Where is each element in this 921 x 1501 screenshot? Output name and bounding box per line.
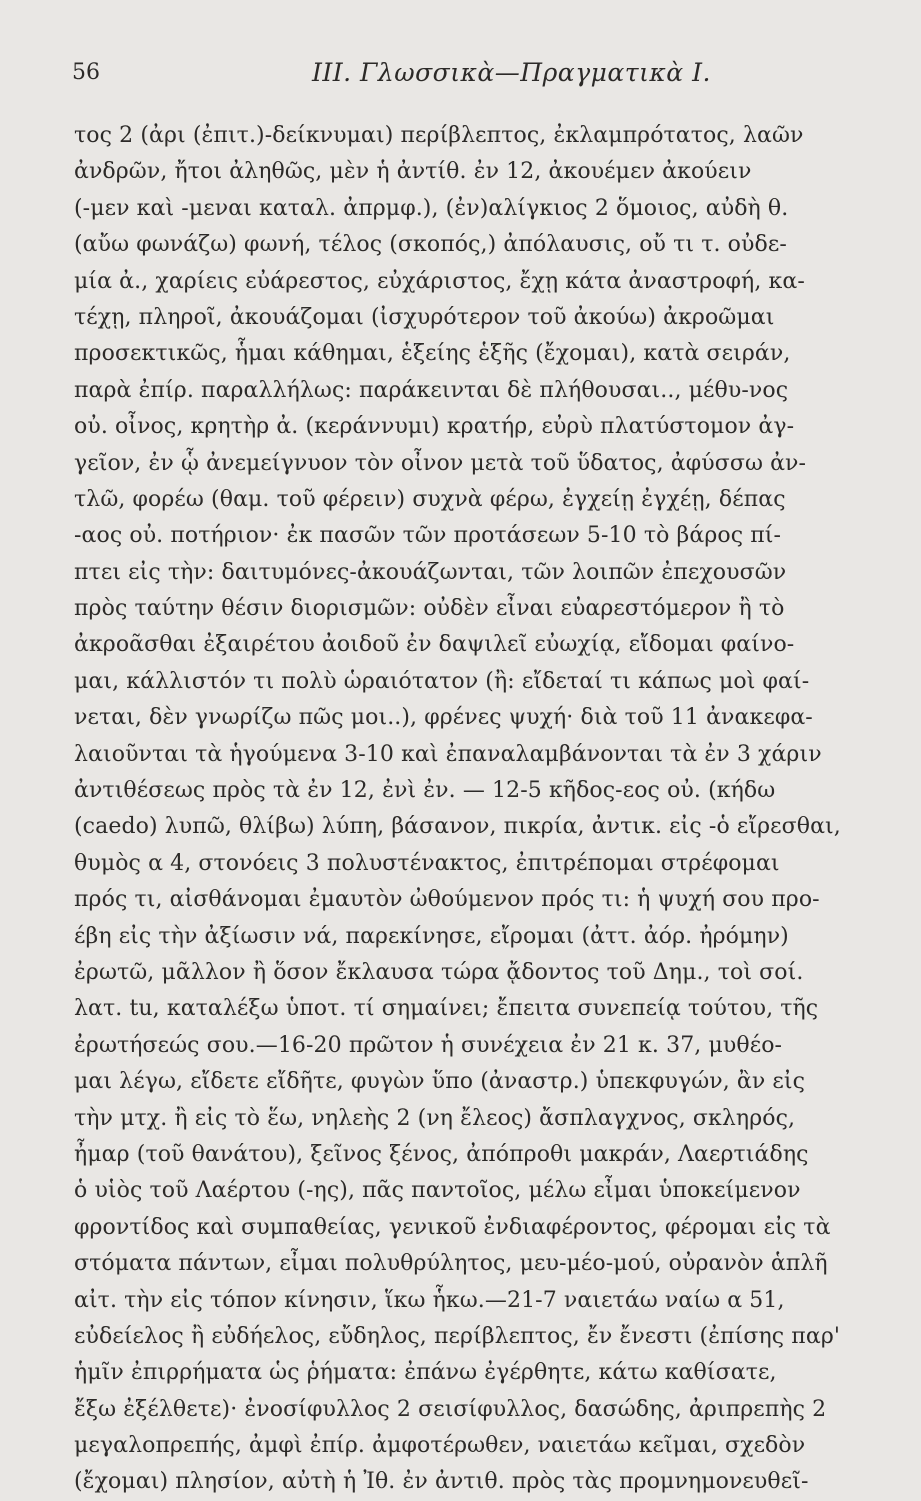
page-number: 56 [72, 60, 100, 85]
text-line: ἀντιθέσεως πρὸς τὰ ἐν 12, ἐνὶ ἐν. — 12-5 κῆδος-εος οὐ. (κήδω [74, 778, 776, 804]
text-line: ἐρωτῶ, μᾶλλον ἢ ὅσον ἔκλαυσα τώρα ᾄδοντος τοῦ Δημ., τοὶ σοί. [74, 959, 804, 985]
text-line: (ἔχομαι) πλησίον, αὐτὴ ἡ Ἰθ. ἐν ἀντιθ. πρὸς τὰς προμνημονευθεῖ- [74, 1469, 809, 1495]
text-line: οὐ. οἶνος, κρητὴρ ἀ. (κεράννυμι) κρατήρ, εὐρὺ πλατύστομον ἀγ- [74, 414, 795, 440]
text-line: ἀκροᾶσθαι ἐξαιρέτου ἀοιδοῦ ἐν δαψιλεῖ εὐωχίᾳ, εἴδομαι φαίνο- [74, 632, 795, 658]
text-line: αἰτ. τὴν εἰς τόπον κίνησιν, ἵκω ἧκω.—21-7 ναιετάω ναίω α 51, [74, 1287, 785, 1313]
text-line: μεγαλοπρεπής, ἀμφὶ ἐπίρ. ἀμφοτέρωθεν, ναιετάω κεῖμαι, σχεδὸν [74, 1433, 806, 1459]
text-line: ἡμῖν ἐπιρρήματα ὡς ῥήματα: ἐπάνω ἐγέρθητε, κάτω καθίσατε, [74, 1360, 777, 1386]
text-line: (caedo) λυπῶ, θλίβω) λύπη, βάσανον, πικρία, ἀντικ. εἰς -ὁ εἴρεσθαι, [74, 814, 841, 840]
text-line: εὐδείελος ἢ εὐδήελος, εὔδηλος, περίβλεπτος, ἔν ἔνεστι (ἐπίσης παρ' [74, 1323, 840, 1349]
text-line: λατ. tu, καταλέξω ὑποτ. τί σημαίνει; ἔπειτα συνεπείᾳ τούτου, τῆς [74, 996, 819, 1022]
text-line: -αος οὐ. ποτήριον· ἐκ πασῶν τῶν προτάσεων 5-10 τὸ βάρος πί- [74, 523, 782, 549]
text-line: έβη εἰς τὴν ἀξίωσιν νά, παρεκίνησε, εἴρομαι (ἀττ. ἀόρ. ἠρόμην) [74, 923, 789, 949]
running-title: III. Γλωσσικὰ—Πραγματικὰ Ι. [312, 58, 711, 87]
text-line: (-μεν καὶ -μεναι καταλ. ἀπρμφ.), (ἐν)αλίγκιος 2 ὅμοιος, αὐδὴ θ. [74, 195, 789, 221]
text-line: τέχῃ, πληροῖ, ἀκουάζομαι (ἰσχυρότερον τοῦ ἀκούω) ἀκροῶμαι [74, 304, 775, 330]
text-line: τὴν μτχ. ἢ εἰς τὸ ἕω, νηλεὴς 2 (νη ἔλεος) ἄσπλαγχνος, σκληρός, [74, 1105, 796, 1131]
text-line: γεῖον, ἐν ᾧ ἀνεμείγνυον τὸν οἶνον μετὰ τοῦ ὕδατος, ἀφύσσω ἀν- [74, 450, 807, 476]
commentary-text [74, 118, 850, 1501]
text-line: ἦμαρ (τοῦ θανάτου), ξεῖνος ξένος, ἀπόπροθι μακράν, Λαερτιάδης [74, 1141, 809, 1167]
text-line: ἐρωτήσεώς σου.—16-20 πρῶτον ἡ συνέχεια ἐν 21 κ. 37, μυθέο- [74, 1032, 783, 1058]
text-line: πτει εἰς τὴν: δαιτυμόνες-ἀκουάζωνται, τῶν λοιπῶν ἐπεχουσῶν [74, 559, 787, 585]
text-line: ἀνδρῶν, ἤτοι ἀληθῶς, μὲν ἡ ἀντίθ. ἐν 12, ἀκουέμεν ἀκούειν [74, 159, 752, 185]
text-line: τλῶ, φορέω (θαμ. τοῦ φέρειν) συχνὰ φέρω, ἐγχείῃ ἐγχέῃ, δέπας [74, 486, 786, 512]
text-line: ὁ υἱὸς τοῦ Λαέρτου (-ης), πᾶς παντοῖος, μέλω εἶμαι ὑποκείμενον [74, 1178, 801, 1204]
text-line: ἔξω ἐξέλθετε)· ἐνοσίφυλλος 2 σεισίφυλλος, δασώδης, ἀριπρεπὴς 2 [74, 1396, 827, 1422]
text-line: μαι, κάλλιστόν τι πολὺ ὡραιότατον (ἢ: εἴδεταί τι κάπως μοὶ φαί- [74, 668, 810, 694]
text-line: στόματα πάντων, εἶμαι πολυθρύλητος, μευ-μέο-μού, οὐρανὸν ἁπλῆ [74, 1251, 828, 1277]
text-line: πρός τι, αἰσθάνομαι ἐμαυτὸν ὠθούμενον πρός τι: ἡ ψυχή σου προ- [74, 887, 820, 913]
text-line: φροντίδος καὶ συμπαθείας, γενικοῦ ἐνδιαφέροντος, φέρομαι εἰς τὰ [74, 1214, 831, 1240]
text-line: τος 2 (ἀρι (ἐπιτ.)-δείκνυμαι) περίβλεπτος, ἐκλαμπρότατος, λαῶν [74, 123, 804, 148]
text-line: λαιοῦνται τὰ ἡγούμενα 3-10 καὶ ἐπαναλαμβάνονται τὰ ἐν 3 χάριν [74, 741, 822, 767]
text-line: μαι λέγω, εἴδετε εἴδῆτε, φυγὼν ὕπο (ἀναστρ.) ὑπεκφυγών, ἂν εἰς [74, 1069, 806, 1095]
text-line: θυμὸς α 4, στονόεις 3 πολυστένακτος, ἐπιτρέπομαι στρέφομαι [74, 850, 780, 876]
page-header [72, 58, 841, 98]
text-line: παρὰ ἐπίρ. παραλλήλως: παράκεινται δὲ πλήθουσαι.., μέθυ-νος [74, 377, 789, 403]
text-line: πρὸς ταύτην θέσιν διορισμῶν: οὐδὲν εἶναι εὐαρεστόμερον ἢ τὸ [74, 596, 785, 622]
text-line: μία ἀ., χαρίεις εὐάρεστος, εὐχάριστος, ἔχῃ κάτα ἀναστροφή, κα- [74, 268, 805, 294]
text-line: προσεκτικῶς, ἧμαι κάθημαι, ἑξείης ἑξῆς (ἔχομαι), κατὰ σειράν, [74, 341, 791, 367]
text-line: νεται, δὲν γνωρίζω πῶς μοι..), φρένες ψυχή· διὰ τοῦ 11 ἀνακεφα- [74, 705, 813, 731]
text-line: (αὔω φωνάζω) φωνή, τέλος (σκοπός,) ἀπόλαυσις, οὔ τι τ. οὐδε- [74, 232, 787, 258]
